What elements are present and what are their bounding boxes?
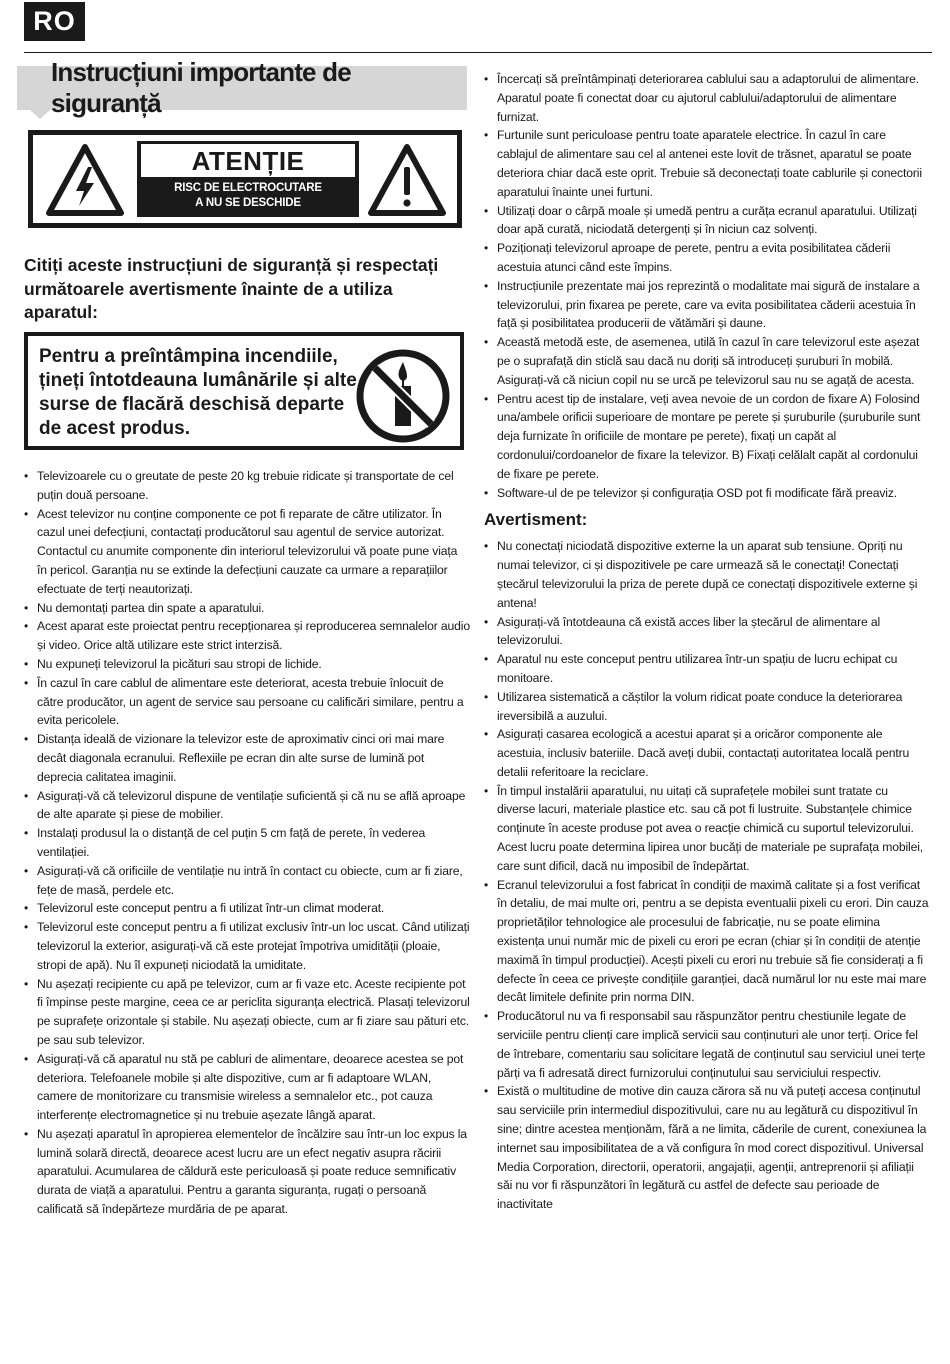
- list-item: • Asigurați-vă că televizorul dispune de ventilație suficientă și că nu se află aproape de alte aparate și piese de mobilier.: [24, 787, 470, 825]
- attention-title: ATENȚIE: [141, 144, 355, 177]
- right-column: [484, 70, 929, 1214]
- fire-warning-text: Pentru a preîntâmpina incendiile, țineți întotdeauna lumânările și alte surse de flacără deschisă departe de acest produs.: [39, 346, 357, 439]
- exclamation-icon: [368, 143, 446, 217]
- list-item: • Producătorul nu va fi responsabil sau răspunzător pentru chestiunile legate de serviciile pentru clienți care implică servicii sau conținuturi ale unor terți. Orice fel de întrebare, comentariu sau solicitare legată de conținutul sau serviciul unei terțe părți va fi adresată direct furnizorului conținutului sau serviciului respectiv.: [484, 1007, 929, 1082]
- list-item: • Ecranul televizorului a fost fabricat în condiții de maximă calitate și a fost verificat în detaliu, de mai multe ori, pentru a se depista eventualii pixeli cu erori. Din cauza proprietăților tehnologice ale procesului de fabricație, nu se poate elimina existența unui număr mic de pixeli cu erori pe ecran (chiar și în condiții de atenție maximă în timpul producției). Acești pixeli cu erori nu trebuie să fie considerați a fi defecte în ceea ce privește condițiile garanției, dacă numărul lor nu este mai mare decât limitele definite prin norma DIN.: [484, 876, 929, 1008]
- no-candles-icon: [355, 348, 451, 444]
- warning-list: [484, 537, 929, 1214]
- list-item: • Asigurați-vă că aparatul nu stă pe cabluri de alimentare, deoarece acestea se pot deteriora. Telefoanele mobile și alte dispozitive, cum ar fi adaptoare WLAN, camere de monitorizare cu transmisie wireless a semnalelor etc., pot cauza interferențe electromagnetice și nu trebuie așezate lângă aparat.: [24, 1050, 470, 1125]
- list-item: • Acest aparat este proiectat pentru recepționarea și reproducerea semnalelor audio și video. Orice altă utilizare este strict interzisă.: [24, 617, 470, 655]
- list-item: • Nu așezați recipiente cu apă pe televizor, cum ar fi vaze etc. Aceste recipiente pot fi împinse peste margine, ceea ce ar periclita siguranța electrică. Plasați televizorul pe suprafețe orizontale și stabile. Nu așezați obiecte, cum ar fi ziare sau pături etc. pe sau sub televizor.: [24, 975, 470, 1050]
- safety-list-right: [484, 70, 929, 502]
- list-item: • Televizoarele cu o greutate de peste 20 kg trebuie ridicate și transportate de cel puțin două persoane.: [24, 467, 470, 505]
- left-column: [17, 57, 470, 1217]
- list-item: • Nu așezați aparatul în apropierea elementelor de încălzire sau într-un loc expus la lumină solară directă, deoarece acest lucru are un efect negativ asupra răcirii aparatului. Acumularea de căldură este periculoasă și poate reduce semnificativ durata de viață a aparatului. Pentru a garanta siguranța, rugați o persoană calificată să îndepărteze murdăria de pe aparat.: [24, 1125, 470, 1219]
- banner-notch: [30, 110, 50, 119]
- attention-line-1: RISC DE ELECTROCUTARE: [174, 182, 322, 194]
- list-item: • Acest televizor nu conține componente ce pot fi reparate de către utilizator. În cazul unei defecțiuni, contactați producătorul sau agentul de service autorizat. Contactul cu anumite componente din interiorul televizorului vă poate pune viața în pericol. Garanția nu se extinde la defecțiuni cauzate ca urmare a reparațiilor efectuate de terți neautorizați.: [24, 505, 470, 599]
- list-item: • Încercați să preîntâmpinați deteriorarea cablului sau a adaptorului de alimentare. Aparatul poate fi conectat doar cu ajutorul cablului/adaptorului de alimentare furnizat.: [484, 70, 929, 126]
- list-item: • Software-ul de pe televizor și configurația OSD pot fi modificate fără preaviz.: [484, 484, 929, 503]
- list-item: • În cazul în care cablul de alimentare este deteriorat, acesta trebuie înlocuit de către producător, un agent de service sau persoane cu calificări similare, pentru a evita pericolele.: [24, 674, 470, 730]
- list-item: • În timpul instalării aparatului, nu uitați că suprafețele mobilei sunt tratate cu diverse lacuri, materiale plastice etc. sau că pot fi lustruite. Substanțele chimice conținute în aceste produse pot avea o reacție chimică cu suportul televizorului. Acest lucru poate determina lipirea unor bucăți de materiale pe suprafața mobilei, care sunt dificil, dacă nu imposibil de îndepărtat.: [484, 782, 929, 876]
- safety-list-left: [24, 467, 470, 1219]
- page-title: Instrucțiuni importante de siguranță: [51, 57, 351, 118]
- top-divider: [24, 52, 932, 53]
- list-item: • Instalați produsul la o distanță de cel puțin 5 cm față de perete, în vederea ventilației.: [24, 824, 470, 862]
- list-item: • Asigurați casarea ecologică a acestui aparat și a oricăror componente ale acestuia, inclusiv bateriile. Dacă aveți dubii, contactați autoritatea locală pentru detalii referitoare la reciclare.: [484, 725, 929, 781]
- list-item: • Nu expuneți televizorul la picături sau stropi de lichide.: [24, 655, 470, 674]
- electric-shock-warning-box: [28, 130, 462, 228]
- list-item: • Pentru acest tip de instalare, veți avea nevoie de un cordon de fixare A) Folosind una/ambele orificii superioare de montare pe perete și șuruburile (șuruburile sunt deja furnizate în orificiile de montare pe perete), fixați un capăt al cordonului/cordoanelor de fixare la televizor. B) Fixați celălalt capăt al cordonului de fixare pe perete.: [484, 390, 929, 484]
- list-item: • Distanța ideală de vizionare la televizor este de aproximativ cinci ori mai mare decât diagonala ecranului. Reflexiile pe ecran din alte surse de lumină pot deprecia calitatea imaginii.: [24, 730, 470, 786]
- attention-panel: [137, 141, 359, 217]
- list-item: • Utilizarea sistematică a căștilor la volum ridicat poate conduce la deteriorarea ireversibilă a auzului.: [484, 688, 929, 726]
- list-item: • Utilizați doar o cârpă moale și umedă pentru a curăța ecranul aparatului. Utilizați doar apă curată, niciodată detergenți și în niciun caz solvenți.: [484, 202, 929, 240]
- list-item: • Această metodă este, de asemenea, utilă în cazul în care televizorul este așezat pe o suprafață din sticlă sau dacă nu doriți să introduceți șuruburi în mobilă. Asigurați-vă că niciun copil nu se urcă pe televizorul sau nu se agață de acesta.: [484, 333, 929, 389]
- list-item: • Televizorul este conceput pentru a fi utilizat exclusiv într-un loc uscat. Când utilizați televizorul la exterior, asigurați-vă că este protejat împotriva umidității (ploaie, stropi de apă). Nu îl expuneți niciodată la umiditate.: [24, 918, 470, 974]
- list-item: • Există o multitudine de motive din cauza cărora să nu vă puteți accesa conținutul sau serviciile prin intermediul dispozitivului, care nu au legătură cu dispozitivul în sine; dintre acestea menționăm, fără a ne limita, căderile de curent, conexiunea la internet sau imposibilitatea de a vă configura în mod corect dispozitivul. Universal Media Corporation, directorii, operatorii, angajații, agenții, antreprenorii și afiliații săi nu vor fi răspunzători în legătură cu astfel de defecte sau perioade de inactivitate: [484, 1082, 929, 1214]
- list-item: • Nu conectați niciodată dispozitive externe la un aparat sub tensiune. Opriți nu numai televizor, ci și dispozitivele pe care urmează să le conectați! Conectați ștecărul televizorului la priza de perete după ce conectați dispozitivele externe și antena!: [484, 537, 929, 612]
- fire-warning-box: [24, 332, 464, 450]
- warning-section-heading: Avertisment:: [484, 510, 588, 530]
- list-item: • Aparatul nu este conceput pentru utilizarea într-un spațiu de lucru echipat cu monitoare.: [484, 650, 929, 688]
- high-voltage-icon: [46, 143, 124, 217]
- list-item: • Televizorul este conceput pentru a fi utilizat într-un climat moderat.: [24, 899, 470, 918]
- list-item: • Poziționați televizorul aproape de perete, pentru a evita posibilitatea căderii acestuia atunci când este împins.: [484, 239, 929, 277]
- list-item: • Asigurați-vă întotdeauna că există acces liber la ștecărul de alimentare al televizorului.: [484, 613, 929, 651]
- list-item: • Furtunile sunt periculoase pentru toate aparatele electrice. În cazul în care cablajul de alimentare sau cel al antenei este lovit de trăsnet, aparatul se poate deteriora chiar dacă este oprit. Trebuie să deconectați toate cablurile și conectorii aparatului înainte unei furtuni.: [484, 126, 929, 201]
- attention-line-2: A NU SE DESCHIDE: [195, 197, 301, 209]
- section-banner: [17, 57, 467, 118]
- list-item: • Instrucțiunile prezentate mai jos reprezintă o modalitate mai sigură de instalare a televizorului, prin fixarea pe perete, care va evita posibilitatea căderii acestuia în față și posibilitatea producerii de vătămări și daune.: [484, 277, 929, 333]
- language-tab: RO: [24, 2, 85, 41]
- lead-instructions: Citiți aceste instrucțiuni de siguranță și respectați următoarele avertismente înainte de a utiliza aparatul:: [24, 255, 439, 322]
- list-item: • Asigurați-vă că orificiile de ventilație nu intră în contact cu obiecte, cum ar fi ziare, fețe de masă, perdele etc.: [24, 862, 470, 900]
- list-item: • Nu demontați partea din spate a aparatului.: [24, 599, 470, 618]
